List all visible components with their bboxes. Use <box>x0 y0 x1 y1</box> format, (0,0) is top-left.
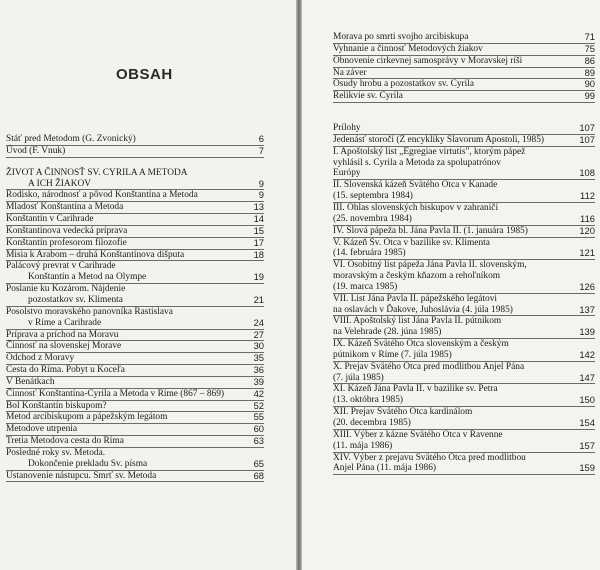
toc-entry <box>333 32 595 44</box>
toc-entry-line: Misia k Arabom – druhá Konštantínova dišputa <box>6 249 185 260</box>
toc-entry-title <box>6 250 264 261</box>
toc-page-number: 126 <box>579 280 595 292</box>
toc-page-number: 120 <box>579 224 595 236</box>
toc-entry <box>6 226 264 238</box>
toc-entry-line: X. Prejav Svätého Otca pred modlitbou Anjel Pána <box>333 361 525 372</box>
toc-entry <box>333 44 595 56</box>
toc-entry-line: Európy <box>333 168 361 179</box>
toc-page-number: 116 <box>580 212 595 224</box>
toc-entry-title <box>333 226 595 237</box>
toc-entry-title <box>6 424 264 435</box>
toc-entry-line: (7. júla 1985) <box>333 372 384 383</box>
toc-page-number: 9 <box>258 177 264 189</box>
toc-page-number: 55 <box>253 411 264 423</box>
toc-entry <box>333 260 595 294</box>
toc-entry-line: (13. októbra 1985) <box>333 395 404 406</box>
toc-entry <box>6 341 264 353</box>
page-title: OBSAH <box>116 66 173 83</box>
toc-page-number: 154 <box>579 417 595 428</box>
toc-entry <box>6 168 264 191</box>
toc-entry <box>333 203 595 226</box>
toc-left-list <box>6 134 264 482</box>
toc-page-number: 63 <box>253 435 264 447</box>
toc-entry-line: Ustanovenie nástupcu. Smrť sv. Metoda <box>6 470 157 481</box>
toc-entry-line: Poslanie ku Kozárom. Nájdenie <box>6 284 126 295</box>
toc-entry-title <box>6 401 264 412</box>
toc-entry-line: Metodove utrpenia <box>6 424 78 435</box>
toc-entry <box>333 91 595 103</box>
toc-entry-title <box>333 407 595 429</box>
toc-page-number: 36 <box>253 364 264 376</box>
toc-entry-title <box>333 91 595 102</box>
toc-entry-title <box>6 307 264 329</box>
toc-entry-title <box>6 202 264 213</box>
toc-entry-line: XII. Prejav Svätého Otca kardinálom <box>333 407 473 418</box>
toc-entry <box>6 261 264 284</box>
toc-entry-title <box>333 238 595 260</box>
toc-entry-line: III. Ohlas slovenských biskupov v zahraničí <box>333 202 499 213</box>
toc-entry-line: Príprava a príchod na Moravu <box>6 329 119 340</box>
toc-page-number: 142 <box>579 348 595 360</box>
toc-entry-title <box>6 134 264 145</box>
toc-entry <box>6 412 264 424</box>
toc-entry-title <box>333 316 595 338</box>
toc-entry-line: II. Slovenská kázeň Svätého Otca v Kanade <box>333 180 498 191</box>
toc-page-number: 35 <box>253 352 264 364</box>
toc-entry-line: ŽIVOT A ČINNOSŤ SV. CYRILA A METODA <box>6 167 188 178</box>
toc-entry-line: Na záver <box>333 67 367 78</box>
toc-entry-title <box>6 353 264 364</box>
toc-entry-title <box>333 362 595 384</box>
toc-entry-line: XI. Kázeň Jána Pavla II. v bazilike sv. Petra <box>333 384 498 395</box>
toc-entry <box>333 453 595 476</box>
toc-entry <box>333 294 595 317</box>
toc-entry-title <box>333 79 595 90</box>
toc-entry <box>6 436 264 448</box>
toc-page-number: 42 <box>253 387 264 399</box>
toc-entry <box>6 250 264 262</box>
toc-entry-title <box>6 226 264 237</box>
toc-entry-line: Tretia Metodova cesta do Ríma <box>6 436 124 447</box>
toc-page-number: 27 <box>253 328 264 340</box>
toc-page-number: 99 <box>584 90 595 102</box>
toc-entry <box>6 389 264 401</box>
toc-page-number: 89 <box>584 66 595 78</box>
toc-page-number: 17 <box>253 236 264 248</box>
right-page <box>302 0 600 570</box>
toc-page-number: 90 <box>584 78 595 90</box>
toc-entry-title <box>6 261 264 283</box>
toc-entry <box>6 202 264 214</box>
toc-entry-title <box>333 32 595 43</box>
toc-entry-line: V Benátkach <box>6 376 55 387</box>
toc-entry-line: na oslavách v Ďakove, Juhoslávia (4. júla 1985) <box>333 304 513 315</box>
toc-entry <box>333 339 595 362</box>
toc-entry <box>6 307 264 330</box>
toc-entry-line: Obnovenie cirkevnej samosprávy v Moravskej ríši <box>333 55 523 66</box>
toc-entry-line: XIV. Výber z prejavu Svätého Otca pred modlitbou <box>333 452 526 463</box>
toc-entry-line: VIII. Apoštolský list Jána Pavla II. pútnikom <box>333 316 502 327</box>
toc-entry <box>6 330 264 342</box>
toc-entry-title <box>6 284 264 306</box>
toc-page-number: 150 <box>579 394 595 406</box>
toc-entry-line: VI. Osobitný list pápeža Jána Pavla II. slovenským, <box>333 260 527 271</box>
toc-entry-title <box>333 203 595 225</box>
toc-entry-title <box>333 384 595 406</box>
toc-entry <box>333 362 595 385</box>
toc-entry-line: Konštantínova vedecká príprava <box>6 225 128 236</box>
toc-entry-line: Jedenásť storočí (Z encykliky Slavorum Apostoli, 1985) <box>333 134 545 145</box>
toc-page-number: 159 <box>579 462 595 474</box>
toc-entry-title <box>333 68 595 79</box>
toc-page-number: 157 <box>579 439 595 451</box>
toc-page-number: 139 <box>579 326 595 338</box>
toc-page-number: 52 <box>253 399 264 411</box>
toc-entry <box>6 377 264 389</box>
toc-entry-title <box>333 294 595 316</box>
toc-entry-line: pozostatkov sv. Klimenta <box>28 294 123 305</box>
toc-entry-title <box>333 44 595 55</box>
toc-entry-line: Vyhnanie a činnosť Metodových žiakov <box>333 43 483 54</box>
toc-entry-title <box>6 168 264 190</box>
toc-page-number: 107 <box>579 133 595 145</box>
toc-entry-title <box>6 146 264 157</box>
toc-entry-line: Anjel Pána (11. mája 1986) <box>333 463 437 474</box>
toc-entry <box>333 68 595 80</box>
toc-entry-title <box>6 330 264 341</box>
toc-entry-line: VII. List Jána Pavla II. pápežského legátovi <box>333 293 498 304</box>
toc-entry-title <box>6 448 264 470</box>
toc-page-number: 9 <box>258 189 264 201</box>
toc-entry-line: Cesta do Ríma. Pobyt u Koceľa <box>6 365 125 376</box>
toc-entry <box>333 238 595 261</box>
toc-entry-line: Odchod z Moravy <box>6 353 75 364</box>
toc-entry-line: IX. Kázeň Svätého Otca slovenským a českým <box>333 339 509 350</box>
toc-entry <box>6 353 264 365</box>
toc-entry <box>333 123 595 135</box>
toc-entry-line: Stáť pred Metodom (G. Zvonický) <box>6 134 136 144</box>
toc-entry-title <box>333 453 595 475</box>
toc-entry-title <box>6 365 264 376</box>
toc-entry-title <box>333 56 595 67</box>
toc-entry-line: (15. septembra 1984) <box>333 191 413 202</box>
toc-entry-line: XIII. Výber z kázne Svätého Otca v Ravenne <box>333 429 503 440</box>
toc-page-number: 108 <box>579 167 595 179</box>
toc-entry-line: Dokončenie prekladu Sv. písma <box>28 458 148 469</box>
toc-entry-line: pútnikom v Ríme (7. júla 1985) <box>333 349 452 360</box>
toc-page-number: 24 <box>253 316 264 328</box>
toc-entry-line: Osudy hrobu a pozostatkov sv. Cyrila <box>333 79 475 90</box>
left-page <box>0 0 296 570</box>
toc-page-number: 19 <box>253 271 264 283</box>
toc-page-number: 30 <box>253 340 264 352</box>
toc-entry-line: vyhlásil s. Cyrila a Metoda za spolupatrónov <box>333 157 501 168</box>
toc-entry-line: Prílohy <box>333 123 361 134</box>
toc-entry-title <box>6 389 264 400</box>
toc-page-number: 60 <box>253 423 264 435</box>
toc-entry-line: Úvod (F. Vnuk) <box>6 145 66 156</box>
toc-entry-title <box>6 190 264 201</box>
toc-page-number: 71 <box>584 31 595 42</box>
toc-entry <box>333 135 595 147</box>
toc-page-number: 112 <box>580 190 595 202</box>
toc-entry-line: (25. novembra 1984) <box>333 213 412 224</box>
toc-entry-line: Rodisko, národnosť a pôvod Konštantína a Metoda <box>6 190 198 201</box>
toc-right-list <box>333 32 595 475</box>
toc-entry-line: (19. marca 1985) <box>333 281 398 292</box>
toc-entry-line: Relikvie sv. Cyrila <box>333 91 403 102</box>
toc-entry <box>6 471 264 483</box>
toc-entry-line: na Velehrade (28. júna 1985) <box>333 327 442 338</box>
toc-page-number: 39 <box>253 375 264 387</box>
toc-entry <box>333 180 595 203</box>
toc-entry <box>6 238 264 250</box>
toc-entry-title <box>6 377 264 388</box>
toc-entry <box>6 365 264 377</box>
toc-entry-title <box>333 135 595 146</box>
toc-entry <box>333 407 595 430</box>
toc-entry-line: (20. decembra 1985) <box>333 418 411 428</box>
toc-entry-title <box>6 214 264 225</box>
toc-entry <box>333 147 595 181</box>
toc-entry-title <box>333 123 595 134</box>
toc-page-number: 7 <box>258 144 264 156</box>
toc-entry-line: Bol Konštantín biskupom? <box>6 400 107 411</box>
toc-page-number: 13 <box>253 201 264 213</box>
toc-entry-line: Konštantín a Metod na Olympe <box>28 272 147 283</box>
toc-entry <box>6 134 264 146</box>
toc-entry-line: Činnosť Konštantína-Cyrila a Metoda v Ríme (867 – 869) <box>6 388 225 399</box>
toc-entry-title <box>6 471 264 482</box>
toc-entry-line: Činnosť na slovenskej Morave <box>6 341 122 352</box>
toc-entry-title <box>333 430 595 452</box>
toc-entry-title <box>333 339 595 361</box>
toc-page-number: 21 <box>253 293 264 305</box>
toc-entry <box>6 214 264 226</box>
toc-entry <box>6 284 264 307</box>
toc-entry-line: Mladosť Konštantína a Metoda <box>6 202 124 213</box>
toc-entry-line: v Ríme a Carihrade <box>28 317 102 328</box>
toc-entry-title <box>333 260 595 293</box>
toc-entry-line: (14. februára 1985) <box>333 248 406 259</box>
toc-entry-line: V. Kázeň Sv. Otca v bazilike sv. Klimenta <box>333 237 490 248</box>
toc-entry-title <box>6 238 264 249</box>
toc-entry <box>333 56 595 68</box>
toc-page-number: 75 <box>584 42 595 54</box>
toc-entry <box>333 226 595 238</box>
toc-page-number: 6 <box>258 133 264 144</box>
toc-entry-line: Konštantín profesorom filozofie <box>6 237 127 248</box>
toc-entry-title <box>6 436 264 447</box>
toc-entry-line: Morava po smrti svojho arcibiskupa <box>333 32 469 42</box>
toc-page-number: 147 <box>579 371 595 383</box>
toc-entry-title <box>333 180 595 202</box>
toc-entry-line: A ICH ŽIAKOV <box>28 178 92 189</box>
toc-page-number: 14 <box>253 213 264 225</box>
toc-entry <box>6 401 264 413</box>
toc-entry <box>333 430 595 453</box>
toc-entry <box>6 146 264 158</box>
toc-entry <box>333 384 595 407</box>
toc-entry-line: Palácový prevrat v Carihrade <box>6 261 116 272</box>
toc-page-number: 137 <box>579 303 595 315</box>
toc-page-number: 107 <box>579 122 595 134</box>
toc-entry <box>333 316 595 339</box>
toc-entry-line: Metod arcibiskupom a pápežským legátom <box>6 412 168 423</box>
toc-page-number: 68 <box>253 469 264 481</box>
toc-entry <box>6 448 264 471</box>
toc-entry <box>6 424 264 436</box>
toc-entry-line: IV. Slová pápeža bl. Jána Pavla II. (1. januára 1985) <box>333 225 528 236</box>
toc-page-number: 15 <box>253 224 264 236</box>
toc-page-number: 86 <box>584 54 595 66</box>
toc-entry <box>333 79 595 91</box>
toc-entry-line: I. Apoštolský list „Egregiae virtutis", ktorým pápež <box>333 146 526 157</box>
toc-entry-line: (11. mája 1986) <box>333 440 393 451</box>
toc-entry-title <box>6 412 264 423</box>
toc-entry-line: moravským a českým kňazom a rehoľníkom <box>333 271 501 282</box>
toc-entry-title <box>333 147 595 180</box>
toc-entry-line: Posledné roky sv. Metoda. <box>6 447 106 458</box>
toc-page-number: 18 <box>253 248 264 260</box>
toc-page-number: 65 <box>253 457 264 469</box>
toc-page-number: 121 <box>579 247 595 259</box>
toc-entry-line: Posolstvo moravského panovníka Rastislava <box>6 306 173 317</box>
toc-entry-line: Konštantín v Carihrade <box>6 214 94 225</box>
toc-entry <box>6 190 264 202</box>
toc-entry-title <box>6 341 264 352</box>
